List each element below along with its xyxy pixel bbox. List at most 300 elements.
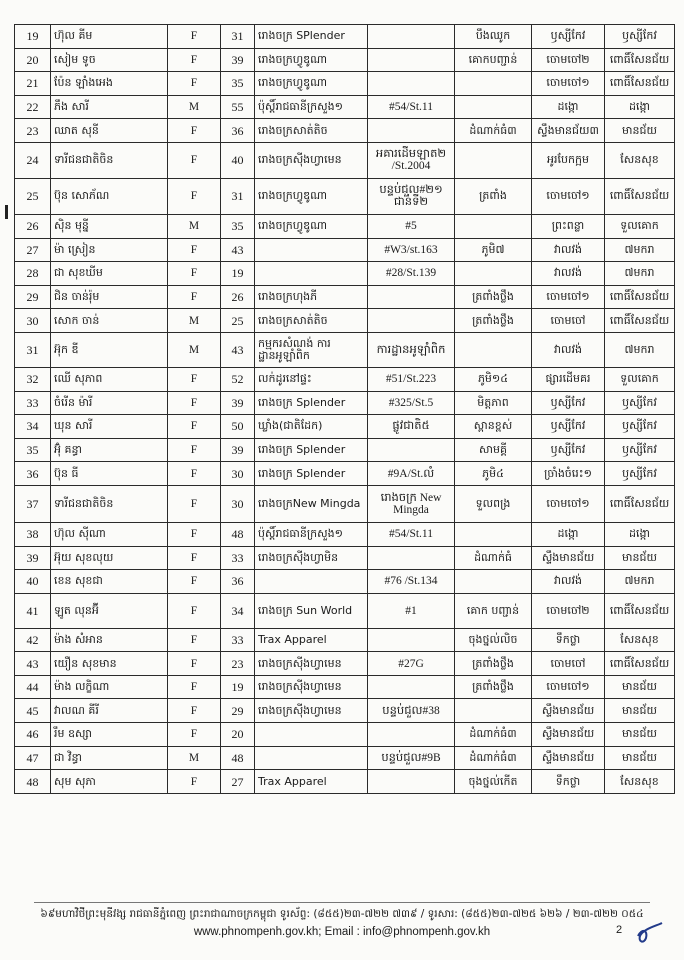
- footer-address: ៦៩មហាវិថីព្រះមុនីវង្ស រាជធានីភ្នំពេញ ព្រះរាជាណាចក្រកម្ពុជា ទូរស័ព្ទ: (៨៥៥)២៣-៧២២ ៧៣៩ / ទូរសារ: (៨៥៥)២៣-៧២៥ ៦២៦ / ២៣-៧២២ ០៥៤: [40, 908, 644, 920]
- district-cell: ពោធិ៍សែនជ័យ: [605, 593, 675, 628]
- person-name-cell: ខេន សុខជា: [51, 570, 168, 594]
- person-name-cell: ទារីជនជាតិចិន: [51, 485, 168, 522]
- age-cell: 33: [221, 628, 255, 652]
- village-cell: ចុងថ្នល់លិច: [455, 628, 532, 652]
- sex-cell: F: [168, 485, 221, 522]
- row-number-cell: 27: [15, 238, 51, 262]
- village-cell: មិត្តភាព: [455, 391, 532, 415]
- page-number: 2: [616, 924, 623, 936]
- person-name-cell: អ៊ុក ឌី: [51, 332, 168, 367]
- district-cell: មានជ័យ: [605, 119, 675, 143]
- district-cell: ៧មករា: [605, 570, 675, 594]
- workplace-cell: រោងចក្រស៊ីងហ្វាមេន: [255, 675, 368, 699]
- table-row: [15, 652, 675, 676]
- workplace-cell: រោងចក្រស៊ីងហ្វាមេន: [255, 652, 368, 676]
- house-street-cell: [368, 48, 455, 72]
- person-name-cell: ចំរើន ម៉ារី: [51, 391, 168, 415]
- sex-cell: M: [168, 95, 221, 119]
- person-name-cell: ម៉ាង សំអាន: [51, 628, 168, 652]
- table-row: [15, 699, 675, 723]
- district-cell: ពោធិ៍សែនជ័យ: [605, 485, 675, 522]
- sex-cell: F: [168, 285, 221, 309]
- village-cell: ចុងថ្នល់កើត: [455, 770, 532, 794]
- age-cell: 35: [221, 72, 255, 96]
- age-cell: 25: [221, 309, 255, 333]
- house-street-cell: [368, 72, 455, 96]
- house-street-cell: #5: [368, 214, 455, 238]
- table-row: [15, 570, 675, 594]
- commune-cell: ឫស្សីកែវ: [532, 25, 605, 49]
- house-street-cell: #76 /St.134: [368, 570, 455, 594]
- commune-cell: ចោមចៅ២: [532, 48, 605, 72]
- age-cell: 36: [221, 119, 255, 143]
- village-cell: ត្រពាំង: [455, 178, 532, 214]
- table-row: [15, 262, 675, 286]
- age-cell: 31: [221, 178, 255, 214]
- house-street-cell: [368, 675, 455, 699]
- commune-cell: ដង្កោ: [532, 95, 605, 119]
- commune-cell: វាលវង់: [532, 570, 605, 594]
- village-cell: ដំណាក់ធំ៣: [455, 723, 532, 747]
- village-cell: សាមគ្គី: [455, 438, 532, 462]
- person-name-cell: ម៉ាង លក្ខិណា: [51, 675, 168, 699]
- table-row: [15, 72, 675, 96]
- workplace-cell: រោងចក្រហ្វូឌូណា: [255, 48, 368, 72]
- house-street-cell: [368, 546, 455, 570]
- district-cell: ឫស្សីកែវ: [605, 391, 675, 415]
- sex-cell: F: [168, 391, 221, 415]
- person-name-cell: ប៊ុន ធី: [51, 462, 168, 486]
- sex-cell: F: [168, 415, 221, 439]
- table-row: [15, 770, 675, 794]
- workplace-cell: រោងចក្រសាត់តិច: [255, 119, 368, 143]
- workplace-cell: [255, 723, 368, 747]
- row-number-cell: 24: [15, 142, 51, 178]
- district-cell: សែនសុខ: [605, 770, 675, 794]
- row-number-cell: 22: [15, 95, 51, 119]
- sex-cell: F: [168, 25, 221, 49]
- table-row: [15, 367, 675, 391]
- district-cell: ពោធិ៍សែនជ័យ: [605, 178, 675, 214]
- workplace-cell: រោងចក្រស៊ីងហ្វាមេន: [255, 142, 368, 178]
- house-street-cell: [368, 628, 455, 652]
- commune-cell: ព្រះពន្លា: [532, 214, 605, 238]
- house-street-cell: [368, 309, 455, 333]
- house-street-cell: បន្ទប់ជួល#9B: [368, 746, 455, 770]
- table-row: [15, 485, 675, 522]
- sex-cell: F: [168, 570, 221, 594]
- house-street-cell: #27G: [368, 652, 455, 676]
- house-street-cell: អគារដើមឡាត២ /St.2004: [368, 142, 455, 178]
- village-cell: គោក បញ្ជាន់: [455, 593, 532, 628]
- age-cell: 33: [221, 546, 255, 570]
- person-name-cell: ប៉ែន ឡាំងអេង: [51, 72, 168, 96]
- row-number-cell: 37: [15, 485, 51, 522]
- district-cell: ដង្កោ: [605, 522, 675, 546]
- sex-cell: F: [168, 438, 221, 462]
- sex-cell: F: [168, 652, 221, 676]
- person-name-cell: ជា វិន្ធា: [51, 746, 168, 770]
- sex-cell: M: [168, 309, 221, 333]
- age-cell: 40: [221, 142, 255, 178]
- person-name-cell: ហ៊ុល ស៊ីណា: [51, 522, 168, 546]
- workplace-cell: ប៉ុស្តិ៍រាជធានីក្រសួង១: [255, 522, 368, 546]
- commune-cell: ចោមចៅ១: [532, 178, 605, 214]
- person-name-cell: ឈាត សុនី: [51, 119, 168, 143]
- house-street-cell: #325/St.5: [368, 391, 455, 415]
- district-cell: ឫស្សីកែវ: [605, 415, 675, 439]
- table-row: [15, 309, 675, 333]
- commune-cell: វាលវង់: [532, 262, 605, 286]
- workplace-cell: រោងចក្រNew Mingda: [255, 485, 368, 522]
- initial-mark-icon: [634, 920, 666, 946]
- district-cell: ពោធិ៍សែនជ័យ: [605, 72, 675, 96]
- person-name-cell: សោក ចាន់: [51, 309, 168, 333]
- workplace-cell: រោងចក្រស៊ីងហ្វាមេន: [255, 699, 368, 723]
- sex-cell: F: [168, 462, 221, 486]
- age-cell: 39: [221, 438, 255, 462]
- row-number-cell: 42: [15, 628, 51, 652]
- commune-cell: ស្ទឹងមានជ័យ: [532, 699, 605, 723]
- table-row: [15, 332, 675, 367]
- sex-cell: M: [168, 746, 221, 770]
- workplace-cell: រោងចក្រ Splender: [255, 438, 368, 462]
- village-cell: គោកបញ្ជាន់: [455, 48, 532, 72]
- village-cell: ត្រពាំងថ្លឹង: [455, 652, 532, 676]
- person-name-cell: រឹម ឧស្សា: [51, 723, 168, 747]
- person-name-cell: ឃុន សារី: [51, 415, 168, 439]
- commune-cell: ទឹកថ្លា: [532, 770, 605, 794]
- commune-cell: ឫស្សីកែវ: [532, 415, 605, 439]
- district-cell: សែនសុខ: [605, 142, 675, 178]
- house-street-cell: #54/St.11: [368, 95, 455, 119]
- commune-cell: ស្ទឹងមានជ័យ: [532, 723, 605, 747]
- village-cell: [455, 142, 532, 178]
- row-number-cell: 31: [15, 332, 51, 367]
- table-row: [15, 462, 675, 486]
- age-cell: 20: [221, 723, 255, 747]
- workplace-cell: កម្មករសំណង់ ការដ្ឋានអូឡាំពិក: [255, 332, 368, 367]
- row-number-cell: 47: [15, 746, 51, 770]
- commune-cell: ឫស្សីកែវ: [532, 438, 605, 462]
- sex-cell: F: [168, 72, 221, 96]
- workplace-cell: ឃ្លាំង(ជាតិដែក): [255, 415, 368, 439]
- commune-cell: ស្ទឹងមានជ័យ: [532, 546, 605, 570]
- row-number-cell: 35: [15, 438, 51, 462]
- village-cell: ដំណាក់ធំ៣: [455, 746, 532, 770]
- age-cell: 43: [221, 238, 255, 262]
- sex-cell: F: [168, 522, 221, 546]
- person-name-cell: សុម សុភា: [51, 770, 168, 794]
- sex-cell: F: [168, 593, 221, 628]
- village-cell: ដំណាក់ធំ៣: [455, 119, 532, 143]
- sex-cell: F: [168, 546, 221, 570]
- workplace-cell: រោងចក្រ Splender: [255, 391, 368, 415]
- row-number-cell: 38: [15, 522, 51, 546]
- workplace-cell: [255, 570, 368, 594]
- workplace-cell: Trax Apparel: [255, 628, 368, 652]
- workplace-cell: រោងចក្រ SPlender: [255, 25, 368, 49]
- district-cell: ពោធិ៍សែនជ័យ: [605, 285, 675, 309]
- village-cell: ភូមិ៤: [455, 462, 532, 486]
- age-cell: 19: [221, 262, 255, 286]
- house-street-cell: [368, 25, 455, 49]
- person-name-cell: វាលណ គីរី: [51, 699, 168, 723]
- row-number-cell: 28: [15, 262, 51, 286]
- table-row: [15, 48, 675, 72]
- workplace-cell: រោងចក្រហ្វូឌូណា: [255, 214, 368, 238]
- sex-cell: F: [168, 770, 221, 794]
- house-street-cell: [368, 723, 455, 747]
- workplace-cell: រោងចក្រ Splender: [255, 462, 368, 486]
- house-street-cell: រោងចក្រ New Mingda: [368, 485, 455, 522]
- district-cell: ៧មករា: [605, 332, 675, 367]
- person-name-cell: ជា សុខឃីម: [51, 262, 168, 286]
- age-cell: 39: [221, 48, 255, 72]
- table-row: [15, 723, 675, 747]
- age-cell: 48: [221, 522, 255, 546]
- commune-cell: ស្ទឹងមានជ័យ: [532, 746, 605, 770]
- age-cell: 19: [221, 675, 255, 699]
- row-number-cell: 23: [15, 119, 51, 143]
- commune-cell: ទឹកថ្លា: [532, 628, 605, 652]
- house-street-cell: [368, 119, 455, 143]
- village-cell: ភូមិ១៤: [455, 367, 532, 391]
- district-cell: មានជ័យ: [605, 746, 675, 770]
- commune-cell: ចោមចៅ២: [532, 593, 605, 628]
- house-street-cell: [368, 770, 455, 794]
- commune-cell: ចោមចៅ១: [532, 485, 605, 522]
- house-street-cell: [368, 438, 455, 462]
- footer-web-email: www.phnompenh.gov.kh; Email : info@phnompenh.gov.kh: [193, 926, 491, 938]
- district-cell: មានជ័យ: [605, 546, 675, 570]
- workplace-cell: រោងចក្រហ្វូឌូណា: [255, 178, 368, 214]
- row-number-cell: 48: [15, 770, 51, 794]
- village-cell: [455, 95, 532, 119]
- age-cell: 43: [221, 332, 255, 367]
- district-cell: ពោធិ៍សែនជ័យ: [605, 309, 675, 333]
- age-cell: 27: [221, 770, 255, 794]
- table-row: [15, 142, 675, 178]
- table-row: [15, 391, 675, 415]
- age-cell: 31: [221, 25, 255, 49]
- district-cell: ៧មករា: [605, 238, 675, 262]
- house-street-cell: #W3/st.163: [368, 238, 455, 262]
- table-row: [15, 238, 675, 262]
- age-cell: 48: [221, 746, 255, 770]
- commune-cell: វាលវង់: [532, 238, 605, 262]
- house-street-cell: បន្ទប់ជួល#២១ ជាន់ទី២: [368, 178, 455, 214]
- commune-cell: ចោមចៅ១: [532, 72, 605, 96]
- age-cell: 36: [221, 570, 255, 594]
- row-number-cell: 33: [15, 391, 51, 415]
- commune-cell: ច្រាំងចំរេះ១: [532, 462, 605, 486]
- house-street-cell: #28/St.139: [368, 262, 455, 286]
- sex-cell: M: [168, 214, 221, 238]
- person-name-cell: ស៊ិន មុន្នី: [51, 214, 168, 238]
- table-row: [15, 95, 675, 119]
- row-number-cell: 29: [15, 285, 51, 309]
- table-row: [15, 522, 675, 546]
- row-number-cell: 46: [15, 723, 51, 747]
- district-cell: ពោធិ៍សែនជ័យ: [605, 652, 675, 676]
- commune-cell: ផ្សារដើមគរ: [532, 367, 605, 391]
- row-number-cell: 34: [15, 415, 51, 439]
- district-cell: មានជ័យ: [605, 723, 675, 747]
- table-row: [15, 438, 675, 462]
- workplace-cell: រោងចក្រ Sun World: [255, 593, 368, 628]
- row-number-cell: 41: [15, 593, 51, 628]
- workplace-cell: រោងចក្រហុងភី: [255, 285, 368, 309]
- district-cell: ទួលគោក: [605, 367, 675, 391]
- table-row: [15, 285, 675, 309]
- workplace-cell: រោងចក្រសាត់តិច: [255, 309, 368, 333]
- house-street-cell: បន្ទប់ជួល#38: [368, 699, 455, 723]
- row-number-cell: 21: [15, 72, 51, 96]
- district-cell: ពោធិ៍សែនជ័យ: [605, 48, 675, 72]
- person-name-cell: ហ៊ុល គីម: [51, 25, 168, 49]
- person-name-cell: ឈើ សុភាព: [51, 367, 168, 391]
- table-row: [15, 546, 675, 570]
- row-number-cell: 43: [15, 652, 51, 676]
- village-cell: ត្រពាំងថ្លឹង: [455, 309, 532, 333]
- sex-cell: F: [168, 48, 221, 72]
- sex-cell: F: [168, 675, 221, 699]
- district-cell: ៧មករា: [605, 262, 675, 286]
- table-row: [15, 415, 675, 439]
- person-name-cell: ភឹង សារី: [51, 95, 168, 119]
- row-number-cell: 39: [15, 546, 51, 570]
- person-name-cell: ឡូត លុនអ៊ី: [51, 593, 168, 628]
- commune-cell: ចោមចៅ១: [532, 285, 605, 309]
- village-cell: [455, 214, 532, 238]
- district-cell: ឫស្សីកែវ: [605, 25, 675, 49]
- sex-cell: F: [168, 119, 221, 143]
- workplace-cell: [255, 746, 368, 770]
- age-cell: 39: [221, 391, 255, 415]
- sex-cell: F: [168, 238, 221, 262]
- sex-cell: F: [168, 699, 221, 723]
- age-cell: 34: [221, 593, 255, 628]
- age-cell: 23: [221, 652, 255, 676]
- village-cell: [455, 262, 532, 286]
- row-number-cell: 19: [15, 25, 51, 49]
- village-cell: ទួលពង្រ: [455, 485, 532, 522]
- row-number-cell: 20: [15, 48, 51, 72]
- row-number-cell: 44: [15, 675, 51, 699]
- person-name-cell: យឿន សុខមាន: [51, 652, 168, 676]
- commune-cell: ដង្កោ: [532, 522, 605, 546]
- row-number-cell: 36: [15, 462, 51, 486]
- workplace-cell: [255, 238, 368, 262]
- village-cell: [455, 332, 532, 367]
- age-cell: 29: [221, 699, 255, 723]
- village-cell: [455, 570, 532, 594]
- person-name-cell: ទារីជនជាតិចិន: [51, 142, 168, 178]
- house-street-cell: #1: [368, 593, 455, 628]
- village-cell: ត្រពាំងថ្លឹង: [455, 285, 532, 309]
- person-name-cell: សៀម ទូច: [51, 48, 168, 72]
- table-row: [15, 746, 675, 770]
- commune-cell: ចោមចៅ១: [532, 675, 605, 699]
- district-cell: ទួលគោក: [605, 214, 675, 238]
- workplace-cell: [255, 262, 368, 286]
- age-cell: 30: [221, 485, 255, 522]
- commune-cell: ចោមចៅ: [532, 652, 605, 676]
- house-street-cell: [368, 285, 455, 309]
- row-number-cell: 32: [15, 367, 51, 391]
- patient-list-table: [14, 24, 675, 794]
- village-cell: [455, 699, 532, 723]
- footer-rule: [34, 902, 650, 903]
- workplace-cell: ប៉ុស្តិ៍រាជធានីក្រសួង១: [255, 95, 368, 119]
- table-row: [15, 593, 675, 628]
- sex-cell: F: [168, 262, 221, 286]
- village-cell: [455, 72, 532, 96]
- sex-cell: F: [168, 178, 221, 214]
- row-number-cell: 40: [15, 570, 51, 594]
- person-name-cell: ម៉ា ស្រៀន: [51, 238, 168, 262]
- row-number-cell: 30: [15, 309, 51, 333]
- commune-cell: ឫស្សីកែវ: [532, 391, 605, 415]
- district-cell: ដង្កោ: [605, 95, 675, 119]
- table-row: [15, 119, 675, 143]
- workplace-cell: រោងចក្រហ្វូឌូណា: [255, 72, 368, 96]
- sex-cell: F: [168, 367, 221, 391]
- village-cell: ភូមិ៧: [455, 238, 532, 262]
- person-name-cell: ជិន ចាន់រ៉ុម: [51, 285, 168, 309]
- house-street-cell: #54/St.11: [368, 522, 455, 546]
- district-cell: មានជ័យ: [605, 699, 675, 723]
- village-cell: ត្រពាំងថ្លឹង: [455, 675, 532, 699]
- table-row: [15, 675, 675, 699]
- district-cell: ឫស្សីកែវ: [605, 462, 675, 486]
- commune-cell: ស្ទឹងមានជ័យ៣: [532, 119, 605, 143]
- commune-cell: ចោមចៅ: [532, 309, 605, 333]
- sex-cell: F: [168, 628, 221, 652]
- row-number-cell: 45: [15, 699, 51, 723]
- sex-cell: M: [168, 332, 221, 367]
- table-row: [15, 178, 675, 214]
- district-cell: ឫស្សីកែវ: [605, 438, 675, 462]
- age-cell: 35: [221, 214, 255, 238]
- village-cell: បឹងឈូក: [455, 25, 532, 49]
- workplace-cell: លក់ដូរនៅផ្ទះ: [255, 367, 368, 391]
- table-row: [15, 628, 675, 652]
- workplace-cell: រោងចក្រស៊ីងហ្វាមិន: [255, 546, 368, 570]
- district-cell: មានជ័យ: [605, 675, 675, 699]
- village-cell: [455, 522, 532, 546]
- person-name-cell: អ៊ុយ សុខលុយ: [51, 546, 168, 570]
- sex-cell: F: [168, 723, 221, 747]
- age-cell: 26: [221, 285, 255, 309]
- workplace-cell: Trax Apparel: [255, 770, 368, 794]
- commune-cell: វាលវង់: [532, 332, 605, 367]
- sex-cell: F: [168, 142, 221, 178]
- house-street-cell: #9A/St.លំ: [368, 462, 455, 486]
- person-name-cell: អ៊ុំ គន្ធា: [51, 438, 168, 462]
- age-cell: 50: [221, 415, 255, 439]
- person-name-cell: ប៊ុន សោភ័ណ: [51, 178, 168, 214]
- house-street-cell: ការដ្ឋានអូឡាំពិក: [368, 332, 455, 367]
- table-row: [15, 25, 675, 49]
- village-cell: ស្ពានខ្ពស់: [455, 415, 532, 439]
- age-cell: 30: [221, 462, 255, 486]
- village-cell: ដំណាក់ធំ: [455, 546, 532, 570]
- page-edge-mark: [5, 205, 8, 219]
- house-street-cell: ផ្លូវជាតិ៥: [368, 415, 455, 439]
- row-number-cell: 25: [15, 178, 51, 214]
